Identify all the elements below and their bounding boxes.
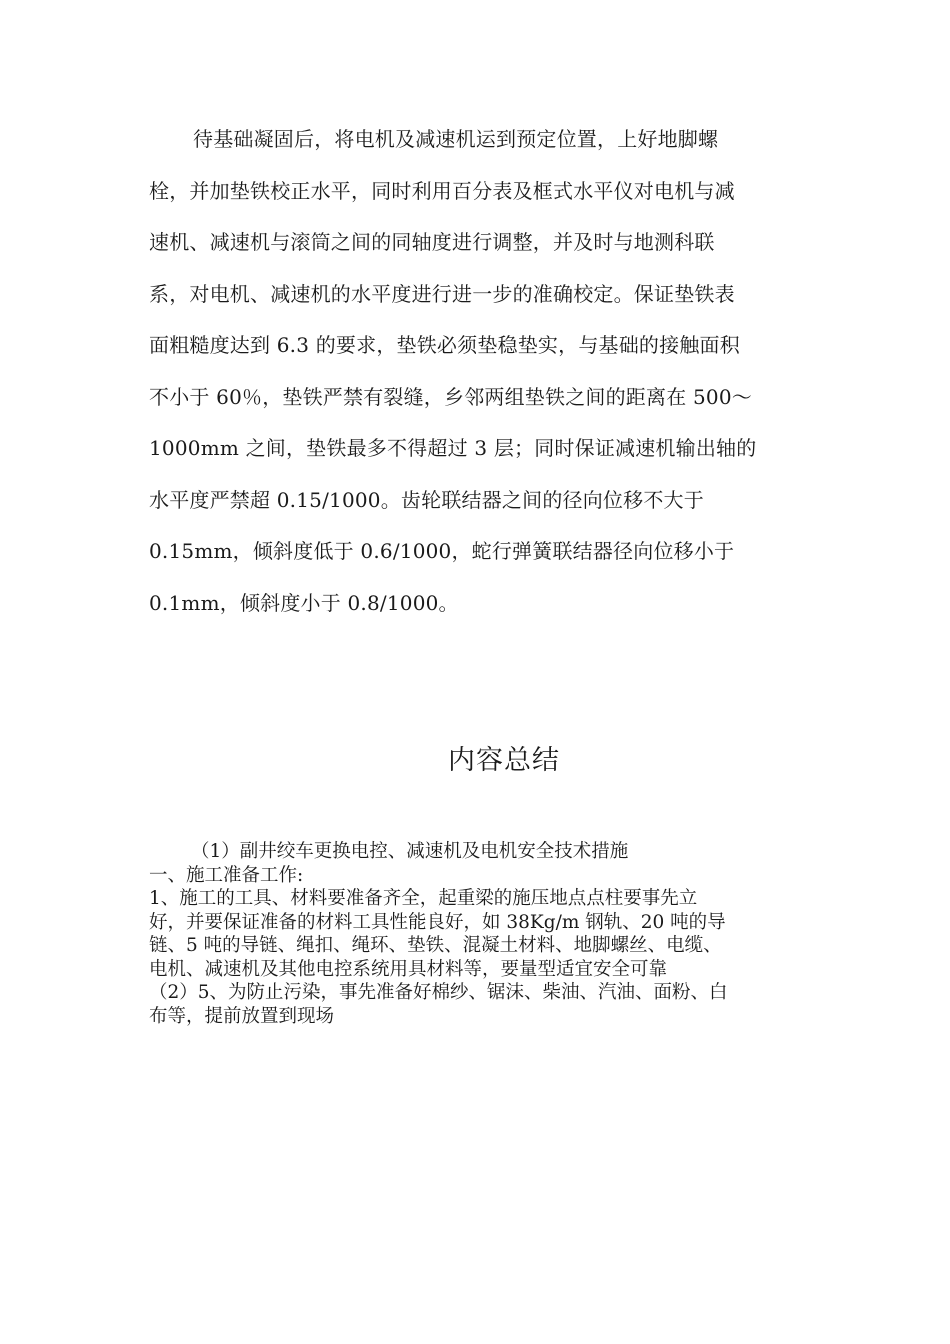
summary-line: 一、施工准备工作: <box>149 864 304 886</box>
paragraph-line: 水平度严禁超 0.15/1000。齿轮联结器之间的径向位移不大于 <box>149 487 704 512</box>
summary-line: 电机、减速机及其他电控系统用具材料等，要量型适宜安全可靠 <box>149 958 668 980</box>
summary-line: （2）5、为防止污染，事先准备好棉纱、锯沫、柴油、汽油、面粉、白 <box>149 982 728 1003</box>
summary-line: 布等，提前放置到现场 <box>149 1005 335 1027</box>
paragraph-line: 0.1mm，倾斜度小于 0.8/1000。 <box>149 590 459 615</box>
summary-line: 链、5 吨的导链、绳扣、绳环、垫铁、混凝土材料、地脚螺丝、电缆、 <box>149 935 722 956</box>
body-paragraph <box>149 114 799 629</box>
paragraph-line: 速机、减速机与滚筒之间的同轴度进行调整，并及时与地测科联 <box>149 230 715 254</box>
paragraph-line: 栓，并加垫铁校正水平，同时利用百分表及框式水平仪对电机与减 <box>149 178 735 203</box>
paragraph-line: 面粗糙度达到 6.3 的要求，垫铁必须垫稳垫实，与基础的接触面积 <box>149 333 740 357</box>
paragraph-line: 系，对电机、减速机的水平度进行进一步的准确校定。保证垫铁表 <box>149 281 735 306</box>
summary-block <box>149 840 809 1028</box>
summary-line: （1）副井绞车更换电控、减速机及电机安全技术措施 <box>191 841 629 862</box>
paragraph-line: 不小于 60％，垫铁严禁有裂缝，乡邻两组垫铁之间的距离在 500～ <box>149 384 752 409</box>
summary-title: 内容总结 <box>448 745 560 776</box>
summary-line: 好，并要保证准备的材料工具性能良好，如 38Kg/m 钢轨、20 吨的导 <box>149 911 726 933</box>
summary-line: 1、施工的工具、材料要准备齐全，起重梁的施压地点点柱要事先立 <box>149 888 698 909</box>
paragraph-line: 0.15mm，倾斜度低于 0.6/1000，蛇行弹簧联结器径向位移小于 <box>149 539 735 563</box>
paragraph-line: 1000mm 之间，垫铁最多不得超过 3 层；同时保证减速机输出轴的 <box>149 436 757 460</box>
paragraph-line: 待基础凝固后，将电机及减速机运到预定位置，上好地脚螺 <box>193 127 719 151</box>
